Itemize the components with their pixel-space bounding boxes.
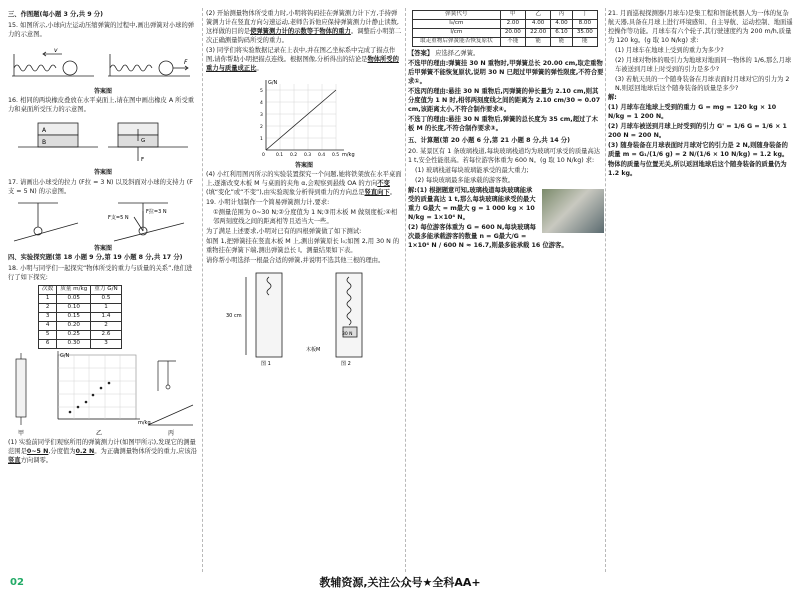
- table-header-row: [413, 11, 598, 20]
- q18-graph-caption: 答案图: [294, 161, 313, 169]
- q19-answer-heading: [408, 50, 604, 59]
- section-4-heading: 四、实验探究题(第 18 小题 9 分,第 19 小题 8 分,共 17 分): [8, 254, 183, 262]
- q18-1-answer-direction: 竖直: [8, 456, 21, 464]
- answer-label: 【答案】: [408, 50, 434, 57]
- table-row: [413, 20, 598, 29]
- q18-1-answer-range: 0~5 N: [26, 447, 49, 455]
- q16-blocks-figure: [8, 117, 198, 167]
- q21-solution-4: 物体的质量与位置无关,所以返回地球后这个随身装备的质量仍为 1.2 kg。: [608, 161, 787, 177]
- table-header: 重力 G/N: [91, 285, 121, 294]
- q18-text: 18. 小明与同学们一起探究“物体所受的重力与质量的关系”,他们进行了如下探究:: [8, 265, 193, 281]
- q21-solution-2: (2) 月球车被送到月球上时受到的引力 G' = 1/6 G = 1/6 × 1 200 N = 200 N。: [608, 123, 787, 140]
- table-header: 甲: [500, 11, 525, 20]
- q19-description: 如图 1,把弹簧挂在竖直木板 M 上,测出弹簧原长 l₀;如图 2,用 30 N 的重物挂在弹簧下端,测出弹簧总长 l。测量结果如下表。: [206, 237, 400, 254]
- table-cell: 0.25: [57, 330, 91, 339]
- table-row: [39, 339, 122, 348]
- q15-answer-caption: 答案图: [93, 87, 112, 95]
- q17-label-support: F支=5 N: [108, 214, 129, 221]
- q21-solution-1: (1) 月球车在地球上受到的重力 G = mg = 120 kg × 10 N/kg = 1 200 N。: [608, 104, 777, 121]
- q18-4-part-a: (4) 小红利用图丙所示的实验装置探究一个问题,她将铁架放在水平桌面上,逐渐改变木板 M 与桌面的夹角 α,会观察到悬线 OA 的方向: [206, 171, 402, 188]
- fig-board-label: 木板M: [306, 347, 321, 354]
- glass-walkway-photo: [542, 189, 604, 233]
- graph-axis-g: G/N: [268, 79, 278, 86]
- q16-answer-caption: 答案图: [93, 169, 112, 177]
- q18-4-part-c: 。: [389, 188, 396, 196]
- section-3-heading: 三、作图题(每小题 3 分,共 9 分): [8, 11, 103, 18]
- q17-label-tension: F拉=3 N: [146, 208, 167, 215]
- graph-tick-y: 4: [260, 100, 263, 106]
- table-cell: 2.00: [500, 20, 525, 29]
- q18-apparatus-figure: [8, 351, 198, 437]
- graph-tick-x: 0.4: [318, 152, 326, 158]
- q15-v-label: v: [54, 46, 58, 54]
- column-2: [206, 10, 402, 369]
- table-row: [413, 38, 598, 47]
- q18-1-part-d: 方向调零。: [20, 456, 53, 464]
- q18-4-part-b: (填“变化”或“不变”),由实验现象分析得到重力的方向总是: [206, 188, 365, 196]
- table-cell: 能: [572, 38, 597, 47]
- fig-label-yi: 乙: [96, 429, 103, 437]
- table-row: [39, 330, 122, 339]
- q17-answer-caption: 答案图: [93, 244, 112, 252]
- table-row: [39, 294, 122, 303]
- page-number: 02: [10, 576, 24, 588]
- q18-2-part-a: (2) 开始测量物体所受重力时,小明将钩码挂在弹簧测力计下方,手持弹簧测力计在竖直方向匀速运动,老师告诉他应保持弹簧测力计静止读数,这样做的目的是: [206, 10, 399, 35]
- q21-solution-3: (3) 随身装备在月球表面时月球对它的引力是 2 N,则随身装备的质量 m = G₁/(1/6 g) = 2 N/(1/6 × 10 N/kg) = 1.2 kg。: [608, 142, 789, 159]
- q19-spring-figure: [206, 267, 402, 367]
- table-row: [39, 303, 122, 312]
- section-5-heading: 五、计算题(第 20 小题 6 分,第 21 小题 8 分,共 14 分): [408, 137, 570, 145]
- q18-1-part-c: 。为正确测量物体所受的重力,应该沿: [94, 447, 197, 455]
- q18-2-answer: 使弹簧测力计的示数等于物体的重力: [250, 27, 351, 35]
- table-cell: 5: [39, 330, 57, 339]
- table-header: 次数: [39, 285, 57, 294]
- q18-2-text: [206, 10, 402, 46]
- q18-graph-answer: [206, 76, 402, 160]
- q18-1-part-b: ,分度值为: [48, 447, 76, 455]
- table-cell: 0.20: [57, 321, 91, 330]
- table-cell: 不能: [500, 38, 525, 47]
- solution-label: 解:: [408, 187, 417, 195]
- q15-text: 15. 如图所示,小球向左运动压缩弹簧的过程中,画出弹簧对小球的弹力的示意图。: [8, 21, 195, 38]
- table-cell: 4.00: [551, 20, 572, 29]
- table-cell: 2.6: [91, 330, 121, 339]
- table-header: 质量 m/kg: [57, 285, 91, 294]
- q21-3-text: (3) 若航天员的一个随身装备在月球表面时月球对它的引力为 2 N,则返回地球后这个随身装备的质量是多少?: [615, 75, 790, 92]
- table-cell: 22.00: [525, 29, 550, 38]
- q18-data-table: [38, 285, 122, 349]
- q18-3-answer: 物体所受的重力与质量成正比: [206, 55, 399, 72]
- graph-tick-y: 2: [260, 124, 263, 130]
- q18-2-part-b: 。调整后小明第二次正确测量钩码所受的重力。: [206, 27, 402, 44]
- q16-label-a: A: [42, 127, 47, 135]
- table-cell: 35.00: [572, 29, 597, 38]
- table-cell: 能: [525, 38, 550, 47]
- table-cell: 4.00: [525, 20, 550, 29]
- table-cell: 6.10: [551, 29, 572, 38]
- q19-intro: 为了满足上述要求,小明对已有的四根弹簧做了如下测试:: [206, 227, 362, 235]
- q20-1-text: (1) 玻璃栈道每块玻璃能承受的最大重力;: [415, 167, 529, 175]
- column-4: [608, 10, 794, 180]
- fig-label-bing: 丙: [168, 429, 175, 437]
- table-cell: 20.00: [500, 29, 525, 38]
- fig1-caption: 图 1: [261, 361, 271, 368]
- q16-label-b: B: [42, 139, 47, 147]
- q17-ball-figure: [8, 199, 198, 243]
- q15-spring-figure: [8, 42, 198, 86]
- fig2-caption: 图 2: [341, 361, 351, 368]
- table-cell: 0.05: [57, 294, 91, 303]
- graph-tick-y: 3: [260, 112, 263, 118]
- table-cell: 0.15: [57, 312, 91, 321]
- fig-label-jia: 甲: [18, 429, 25, 437]
- table-cell: 0.10: [57, 303, 91, 312]
- q21-2-text: (2) 月球对物体的吸引力为地球对地面同一物体的 1/6,那么月球车被送到月球上时受到的引力是多少?: [615, 56, 792, 73]
- table-cell: 2: [39, 303, 57, 312]
- table-cell: 3: [39, 312, 57, 321]
- table-header: 弹簧代号: [413, 11, 501, 20]
- table-row: [39, 312, 122, 321]
- spring-table: [412, 10, 598, 47]
- q16-label-g: G: [141, 138, 146, 145]
- graph-tick-x: 0.3: [304, 152, 312, 158]
- column-1: [8, 10, 198, 467]
- q19-answer-p2: 不选丙的理由:悬挂 30 N 重物后,丙弹簧的伸长量为 2.10 cm,则其分度值为 1 N 时,相邻两刻度线之间的距离为 2.10 cm/30 ≈ 0.07 cm,该距离太小,不符合制作要求④。: [408, 87, 601, 113]
- table-header: 乙: [525, 11, 550, 20]
- q18-3-part-b: 。: [256, 64, 263, 72]
- q19-answer-p1: 不选甲的理由:弹簧挂 30 N 重物时,甲弹簧总长 20.00 cm,取走重物后甲弹簧不能恢复原状,说明 30 N 已超过甲弹簧的弹性限度,不符合要求①。: [408, 59, 604, 85]
- table-row: [413, 29, 598, 38]
- table-header: 丁: [572, 11, 597, 20]
- q19-answer-p3: 不选丁的理由:悬挂 30 N 重物后,弹簧的总长度为 35 cm,超过了木板 M 的长度,不符合制作要求③。: [408, 115, 598, 132]
- q20-solution-1-text: (1) 根据题意可知,玻璃栈道每块玻璃能承受的质量高达 1 t,那么每块玻璃能承受的最大重力 G最大 = m最大 g = 1 000 kg × 10 N/kg = 1×10⁴ N。: [408, 187, 536, 221]
- table-cell: 6: [39, 339, 57, 348]
- column-3: [408, 10, 604, 252]
- table-cell: 4: [39, 321, 57, 330]
- table-cell: 0.30: [57, 339, 91, 348]
- table-header-row: [39, 285, 122, 294]
- table-cell: l/cm: [413, 29, 501, 38]
- q19-question: 请你帮小明选择一根最合适的弹簧,并说明不选其他三根的理由。: [206, 256, 385, 264]
- graph-axis-m: m/kg: [342, 151, 355, 158]
- q18-1-text: [8, 439, 198, 466]
- graph-tick-y: 5: [260, 88, 263, 94]
- q16-label-f: F: [141, 157, 145, 164]
- q15-f-label: F: [184, 58, 188, 66]
- q18-axis-m: m/kg: [138, 419, 151, 426]
- q18-3-text: [206, 47, 402, 74]
- q21-text: 21. 月面巡视探测器(月球车)是集工程和智能机器人为一体的复杂航天器,具备在月球上进行环境感知、自主导航、运动控制、地面遥控操作等功能。月球车有六个轮子,其行驶速度约为 200 m/h,质量为 120 kg。(g 取 10 N/kg) 求:: [608, 10, 793, 44]
- q17-text: 17. 请画出小球受的拉力 (F拉 = 3 N) 以及斜面对小球的支持力 (F支 = 5 N) 的示意图。: [8, 178, 193, 195]
- graph-tick-x: 0: [262, 152, 265, 158]
- table-cell: 能: [551, 38, 572, 47]
- q20-text: 20. 某景区有 1 条玻璃栈道,每块玻璃栈道均为玻璃可承受的质量高达 1 t,安全性能很高。若每位游客体重为 600 N。(g 取 10 N/kg) 求:: [408, 148, 601, 165]
- graph-tick-x: 0.2: [290, 152, 298, 158]
- q19-requirements: ①测量范围为 0~30 N;②分度值为 1 N;③用木板 M 做刻度板;④相邻两刻度线之间的距离相等且适当大一些。: [213, 208, 398, 225]
- q18-axis-g: G/N: [60, 352, 70, 359]
- q16-text: 16. 相同的两块橡皮叠放在水平桌面上,请在图中画出橡皮 A 所受重力和桌面所受压力的示意图。: [8, 97, 195, 114]
- q19-text: 19. 小明计划制作一个简易弹簧测力计,要求:: [206, 198, 330, 206]
- table-cell: 8.00: [572, 20, 597, 29]
- q18-1-part-a: (1) 实验前同学们观察所用的弹簧测力计(如图甲所示),发现它的测量范围是: [8, 438, 196, 455]
- table-cell: 3: [91, 339, 121, 348]
- q18-4-answer-1: 不变: [377, 180, 390, 188]
- table-cell: 1: [91, 303, 121, 312]
- table-cell: 1.4: [91, 312, 121, 321]
- fig-weight-label: 30 N: [342, 332, 353, 338]
- graph-tick-x: 0.1: [276, 152, 284, 158]
- q18-3-part-a: (3) 同学们将实验数据记录在上表中,并在图乙坐标系中完成了描点作图,请你帮助小明把描点连线。根据图像,分析得出的结论是: [206, 46, 396, 63]
- fig-length-label: 30 cm: [226, 313, 242, 320]
- table-cell: 0.5: [91, 294, 121, 303]
- q20-solution-2: (2) 每位游客体重为 G = 600 N,每块玻璃每次最多能承载游客的数量 n = G最大/G = 1×10⁴ N / 600 N ≈ 16.7,则最多能承载 16 位游客。: [408, 223, 568, 249]
- table-cell: l₀/cm: [413, 20, 501, 29]
- q18-4-text: [206, 171, 402, 198]
- q18-1-answer-division: 0.2 N: [75, 447, 95, 455]
- table-row: [39, 321, 122, 330]
- q20-2-text: (2) 每块玻璃最多能承载的游客数。: [415, 177, 515, 185]
- q21-1-text: (1) 月球车在地球上受到的重力为多少?: [615, 46, 724, 54]
- table-cell: 1: [39, 294, 57, 303]
- graph-tick-x: 0.5: [332, 152, 340, 158]
- answer-title: 应选择乙弹簧。: [435, 50, 480, 57]
- table-cell: 2: [91, 321, 121, 330]
- graph-tick-y: 1: [260, 136, 263, 142]
- q18-4-answer-2: 竖直向下: [364, 188, 390, 196]
- q21-solution-label: 解:: [608, 94, 617, 102]
- table-header: 丙: [551, 11, 572, 20]
- table-cell: 取走重物后弹簧能否恢复原状: [413, 38, 501, 47]
- footer-note: 教辅资源,关注公众号★全科AA+: [319, 576, 481, 590]
